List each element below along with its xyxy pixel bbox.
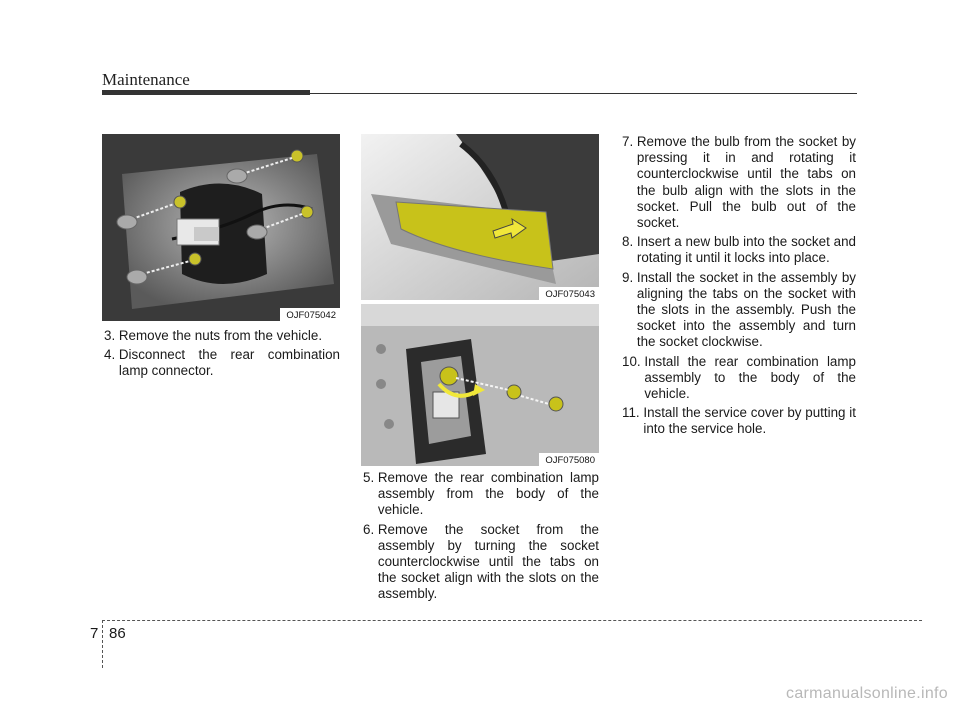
step-item: [104, 347, 340, 379]
step-text: Install the socket in the assembly by aligning the tabs on the socket with the slots in the assembly. Push the socket into the assembly and turn the socket clockwise.: [636, 269, 856, 350]
step-number: 5.: [363, 470, 378, 485]
step-number: 11.: [622, 405, 644, 421]
footer-rule: [102, 620, 922, 621]
figure-code: OJF075043: [539, 287, 599, 300]
step-text: Remove the nuts from the vehicle.: [118, 328, 323, 343]
steps-column-middle: [363, 470, 599, 606]
step-number: 10.: [622, 353, 645, 369]
figure-lamp-nuts-illustration: [102, 134, 340, 321]
step-number: 9.: [622, 269, 637, 285]
header-rule-accent: [102, 90, 310, 95]
figure-code: OJF075042: [280, 308, 340, 321]
step-item: [622, 234, 856, 266]
step-item: [622, 405, 856, 437]
step-number: 8.: [622, 234, 637, 250]
step-text: Insert a new bulb into the socket and rotating it until it locks into place.: [636, 234, 856, 266]
step-text: Disconnect the rear combination lamp connector.: [118, 347, 340, 379]
figure-lamp-removal-illustration: [361, 134, 599, 300]
step-item: [363, 470, 599, 519]
step-item: [622, 354, 856, 403]
step-number: 7.: [622, 134, 637, 149]
step-text: Remove the rear combination lamp assembly from the body of the vehicle.: [377, 470, 599, 518]
figure-socket-removal: [361, 304, 599, 466]
step-item: [622, 270, 856, 351]
step-item: [622, 134, 856, 231]
step-text: Install the service cover by putting it into the service hole.: [643, 405, 856, 437]
footer-divider: [102, 620, 103, 668]
step-item: [363, 522, 599, 603]
figure-lamp-removal: [361, 134, 599, 300]
figure-lamp-nuts: [102, 134, 340, 321]
page-header-title: Maintenance: [102, 70, 190, 89]
step-number: 3.: [104, 328, 119, 343]
steps-column-right: [622, 134, 856, 441]
watermark: carmanualsonline.info: [786, 685, 948, 702]
steps-column-left: [104, 328, 340, 383]
figure-socket-removal-illustration: [361, 304, 599, 466]
step-text: Remove the socket from the assembly by turning the socket counterclockwise until the tabs on the socket align with the slots on the assembly.: [377, 521, 599, 602]
step-text: Remove the bulb from the socket by pressing it in and rotating it counterclockwise until the tabs on the bulb align with the slots in the socket. Pull the bulb out of the socket.: [636, 134, 856, 231]
step-item: [104, 328, 340, 344]
step-text: Install the rear combination lamp assembly to the body of the vehicle.: [644, 353, 856, 402]
figure-code: OJF075080: [539, 453, 599, 466]
step-number: 6.: [363, 521, 378, 537]
page-number: 86: [109, 625, 126, 642]
chapter-number: 7: [90, 625, 99, 642]
step-number: 4.: [104, 347, 119, 363]
